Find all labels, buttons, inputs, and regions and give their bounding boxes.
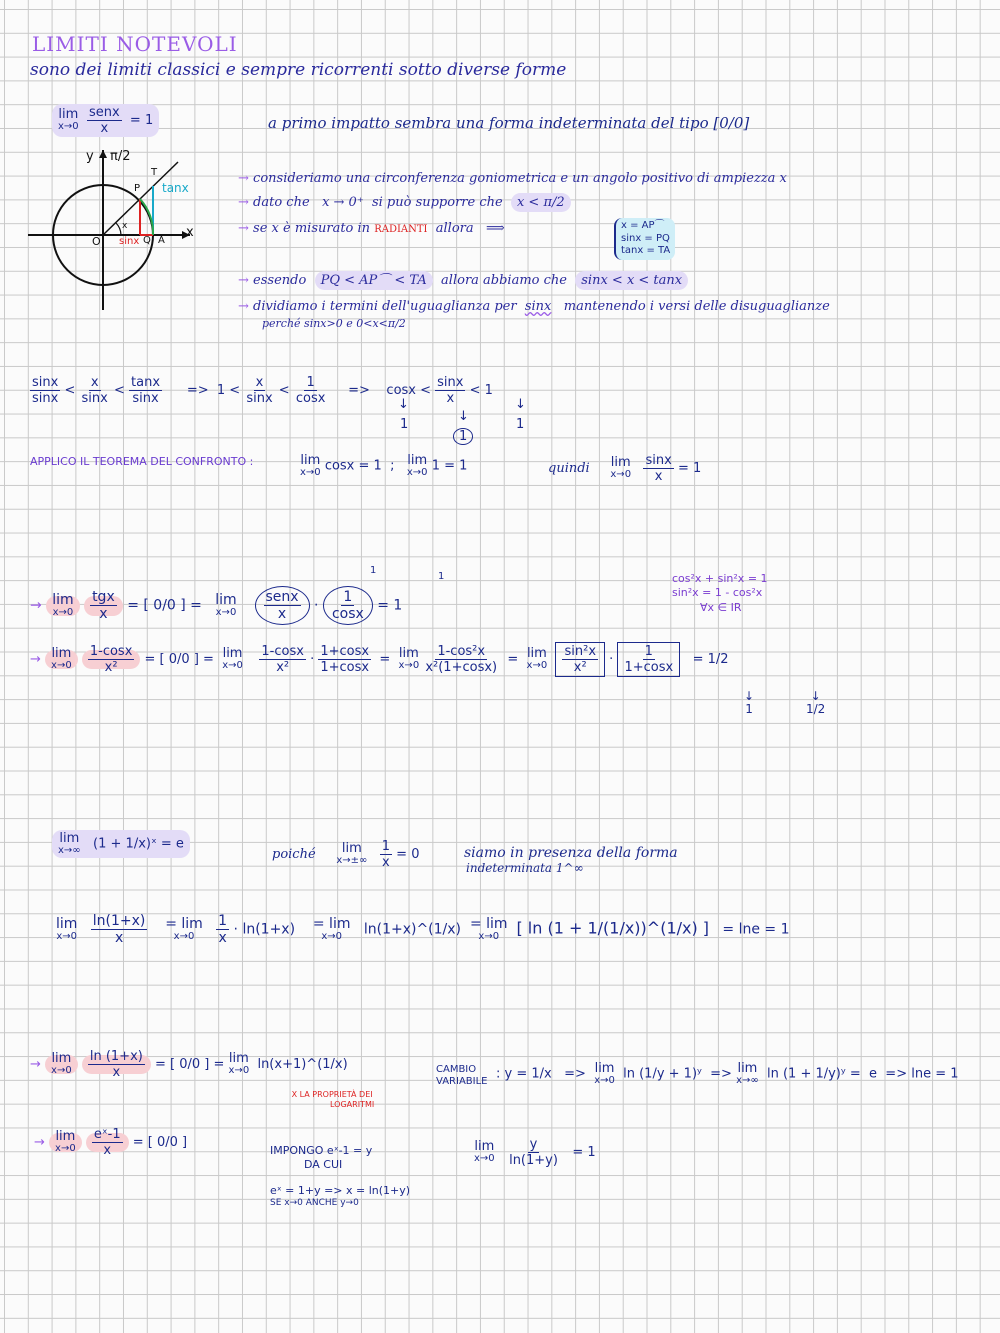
- ln2-change-variable: CAMBIO VARIABILE: [436, 1064, 488, 1087]
- indeterminate-note: a primo impatto sembra una forma indeterminata del tipo [0/0]: [268, 114, 750, 132]
- definitions-brace: x = AP⌒ sinx = PQ tanx = TA: [614, 218, 675, 260]
- exp-limit-row: → lim x→0 $\frac{\text{eˣ-1}}{x}$ = [ 0/0 ]: [34, 1127, 188, 1158]
- confronto-result: quindi lim x→0 $\frac{\sin x}{x}$ = 1: [548, 453, 702, 484]
- graph-pi2-label: π/2: [110, 149, 131, 164]
- bullet-2: → dato che x → 0⁺ si può supporre che x < π/2: [238, 196, 571, 209]
- exp-result: lim x→0 $\frac{y}{\ln(1+y)}$ = 1: [474, 1137, 596, 1168]
- graph-tanx-label: tanx: [162, 181, 189, 195]
- graph-y-label: y: [86, 149, 94, 164]
- limit-value-2: 1: [453, 428, 473, 445]
- bullet-4: → essendo PQ < AP⌒ < TA allora abbiamo che sinx < x < tanx: [238, 274, 688, 287]
- e-note-1: siamo in presenza della forma: [464, 845, 678, 861]
- e-limit-box: lim x→∞ (1 + 1/x)ˣ = e: [52, 830, 190, 858]
- limit-value-1: 1: [400, 417, 409, 432]
- pyth-identity: cos²x + sin²x = 1 sin²x = 1 - cos²x ∀x ∈ IR: [672, 572, 768, 614]
- ln2-substitution: : y = 1/x => lim x→0 ln (1/y + 1)ʸ => lim x→∞ ln (1 + 1/y)ʸ = e => lne = 1: [496, 1061, 959, 1086]
- limit-arrow-1: ↓: [398, 397, 409, 412]
- limit-sinx-box: lim x→0 $\frac{\text{senx}}{x}$ = 1: [52, 104, 159, 137]
- ln-derivation-row: lim x→0 $\frac{\ln(1+x)}{x}$ = lim x→0 $\frac{1}{x}$ · ln(1+x) = lim x→0 ln(1+x)^(1/x) = lim x→0 [ ln (1 + 1/(1/x))^(1/x) ] = lne = 1: [56, 913, 790, 946]
- tg-limit-row: → lim x→0 $\frac{\text{tgx}}{x}$ = [ 0/0 ] = lim x→0 $\frac{\text{senx}}{x}$ · $\frac{1}{\cos x}$ = 1: [30, 586, 402, 625]
- cos-limit-row: → lim x→0 $\frac{1-\cos x}{\text{x²}}$ = [ 0/0 ] = lim x→0 $\frac{1-\cos x}{\text{x²}}$ · $\frac{1+\cos x}{1+\cos x}$ = lim x→0 $\frac{\text{1-cos²x}}{\text{x²(1+cosx)}}$ = lim x→0 $\frac{\text{sin²x}}{\text{x²}}$ · $\frac{1}{1+\cos x}$ = 1/2: [30, 644, 729, 675]
- limit-value-3: 1: [516, 417, 525, 432]
- graph-t-label: T: [151, 167, 158, 178]
- cos-below-1: ↓ 1: [744, 689, 755, 717]
- cos-below-2: ↓ 1/2: [806, 689, 826, 717]
- exp-impongo: IMPONGO eˣ-1 = y DA CUI: [270, 1144, 373, 1171]
- graph-x-label: x: [186, 225, 194, 240]
- page-title: LIMITI NOTEVOLI: [32, 32, 238, 56]
- e-note-2: indeterminata 1^∞: [466, 861, 584, 875]
- limit-arrow-3: ↓: [515, 397, 526, 412]
- bullet-1: → consideriamo una circonferenza goniometrica e un angolo positivo di ampiezza x: [238, 171, 787, 186]
- confronto-label: APPLICO IL TEOREMA DEL CONFRONTO :: [30, 455, 254, 468]
- e-explanation: poiché lim x→±∞ $\frac{1}{x}$ = 0: [272, 839, 420, 870]
- bullet-3: → se x è misurato in RADIANTI allora ⟹: [238, 221, 505, 236]
- graph-sinx-label: sinx: [119, 236, 140, 247]
- ln2-limit-row: → lim x→0 $\frac{\ln (1+x)}{x}$ = [ 0/0 ] = lim x→0 ln(x+1)^(1/x): [30, 1049, 348, 1080]
- tg-arrow-2: 1: [438, 571, 445, 582]
- graph-q-label: Q: [143, 235, 151, 246]
- inequality-chain: $\frac{\sin x}{\sin x}$ < $\frac{x}{\sin x}$ < $\frac{\tan x}{\sin x}$ => 1 < $\frac{x}{\sin x}$ < $\frac{1}{\cos x}$ => cosx < $\frac{\sin x}{x}$ < 1: [32, 375, 493, 406]
- confronto-expr: lim x→0 cosx = 1 ; lim x→0 1 = 1: [300, 453, 468, 478]
- bullet-5: → dividiamo i termini dell'uguaglianza per sinx mantenendo i versi delle disuguaglianze: [238, 299, 830, 314]
- limit-arrow-2: ↓: [458, 409, 469, 424]
- exp-condition: eˣ = 1+y => x = ln(1+y) SE x→0 ANCHE y→0: [270, 1184, 411, 1209]
- graph-o-label: O: [92, 235, 101, 248]
- page-subtitle: sono dei limiti classici e sempre ricorrenti sotto diverse forme: [30, 60, 567, 80]
- bullet-6: perché sinx>0 e 0<x<π/2: [262, 317, 406, 330]
- tg-arrow-1: 1: [370, 565, 377, 576]
- graph-p-label: P: [134, 183, 141, 194]
- graph-a-label: A: [158, 235, 165, 246]
- ln2-property-note: X LA PROPRIETÀ DEI LOGARITMI: [291, 1090, 375, 1110]
- graph-angle-label: x: [122, 221, 128, 231]
